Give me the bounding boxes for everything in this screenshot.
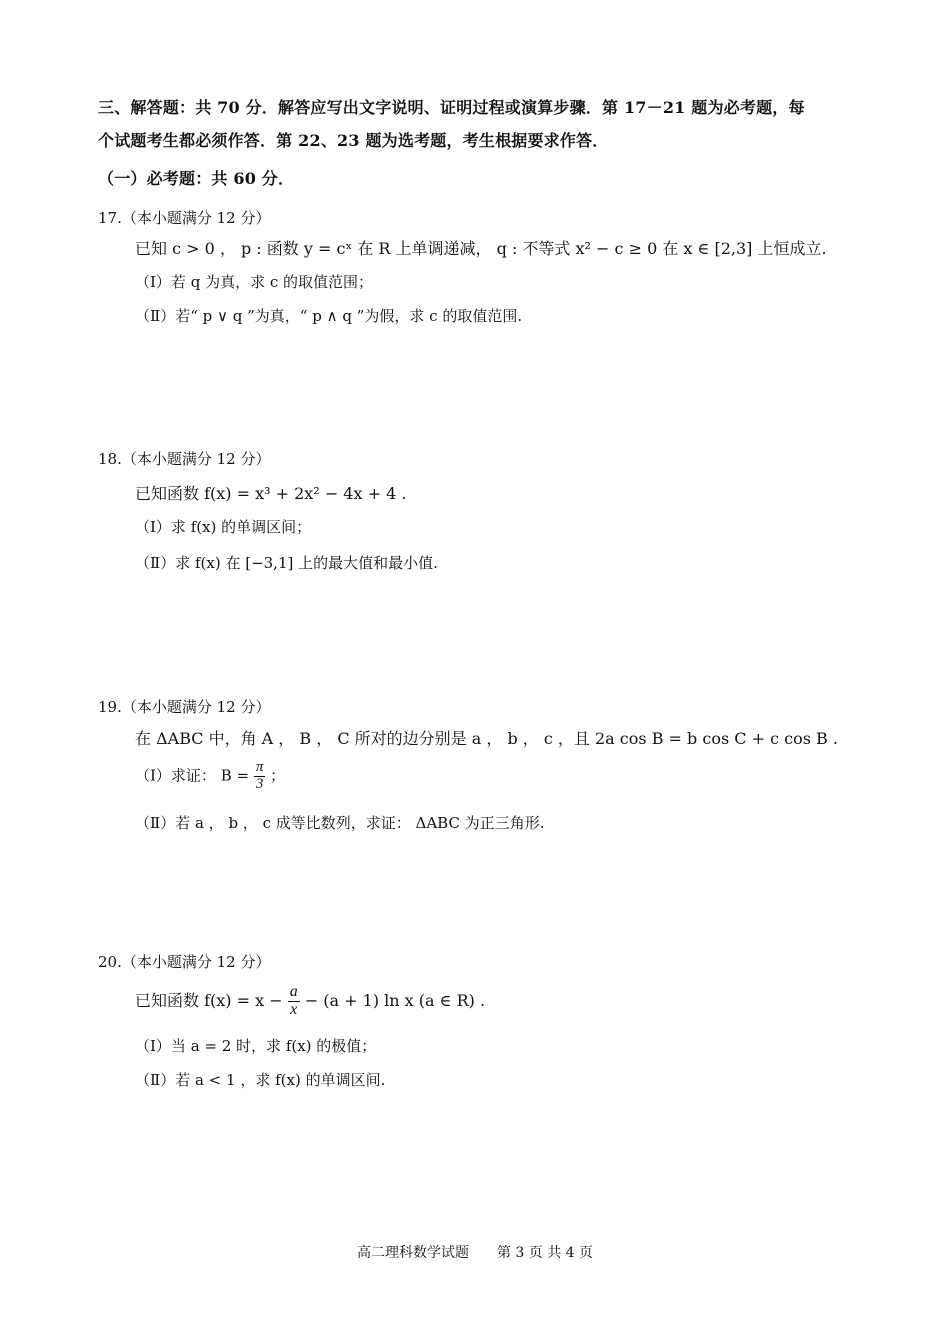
page-footer: 高二理科数学试题 第 3 页 共 4 页 xyxy=(356,1245,594,1261)
fraction-numerator: a xyxy=(289,983,298,1000)
q18-body: 已知函数 f(x) = x³ + 2x² − 4x + 4 . xyxy=(135,484,407,503)
q19-body: 在 ΔABC 中，角 A ， B ， C 所对的边分别是 a ， b ， c ，且 2a cos B = b cos C + c cos B . xyxy=(135,729,838,748)
q19-part1 xyxy=(135,760,285,793)
q19-part1-prefix: （I）求证： B = xyxy=(135,766,250,785)
part-heading: （一）必考题：共 60 分． xyxy=(98,169,295,188)
fraction-denominator: x xyxy=(290,1000,298,1018)
q20-heading: 20.（本小题满分 12 分） xyxy=(98,953,271,971)
q20-part1: （I）当 a = 2 时，求 f(x) 的极值； xyxy=(135,1037,377,1055)
q19-heading: 19.（本小题满分 12 分） xyxy=(98,698,271,716)
section-heading-line2: 个试题考生都必须作答．第 22、23 题为选考题，考生根据要求作答． xyxy=(98,131,609,150)
q17-heading: 17.（本小题满分 12 分） xyxy=(98,209,271,227)
q19-part2: （Ⅱ）若 a ， b ， c 成等比数列，求证： ΔABC 为正三角形. xyxy=(135,814,545,832)
q17-part1: （I）若 q 为真，求 c 的取值范围； xyxy=(135,273,374,291)
fraction-numerator: π xyxy=(255,759,264,775)
q18-part1: （I）求 f(x) 的单调区间； xyxy=(135,518,312,536)
q20-body xyxy=(135,984,485,1019)
section-heading-line1: 三、解答题：共 70 分．解答应写出文字说明、证明过程或演算步骤．第 17－21 题为必考题，每 xyxy=(98,98,805,117)
q17-body: 已知 c > 0 ， p : 函数 y = cˣ 在 R 上单调递减， q : 不等式 x² − c ≥ 0 在 x ∈ [2,3] 上恒成立. xyxy=(135,239,827,258)
fraction-denominator: 3 xyxy=(255,775,264,792)
a-over-x-fraction xyxy=(288,984,300,1019)
q20-part2: （Ⅱ）若 a < 1 ，求 f(x) 的单调区间. xyxy=(135,1071,386,1089)
pi-over-three-fraction xyxy=(254,760,266,793)
q18-part2: （Ⅱ）求 f(x) 在 [−3,1] 上的最大值和最小值. xyxy=(135,554,438,572)
q19-part1-suffix: ； xyxy=(270,766,286,785)
q20-body-prefix: 已知函数 f(x) = x − xyxy=(135,990,283,1010)
q18-heading: 18.（本小题满分 12 分） xyxy=(98,450,271,468)
q20-body-suffix: − (a + 1) ln x (a ∈ R) . xyxy=(304,990,486,1010)
q17-part2: （Ⅱ）若“ p ∨ q ”为真，“ p ∧ q ”为假，求 c 的取值范围. xyxy=(135,307,523,325)
